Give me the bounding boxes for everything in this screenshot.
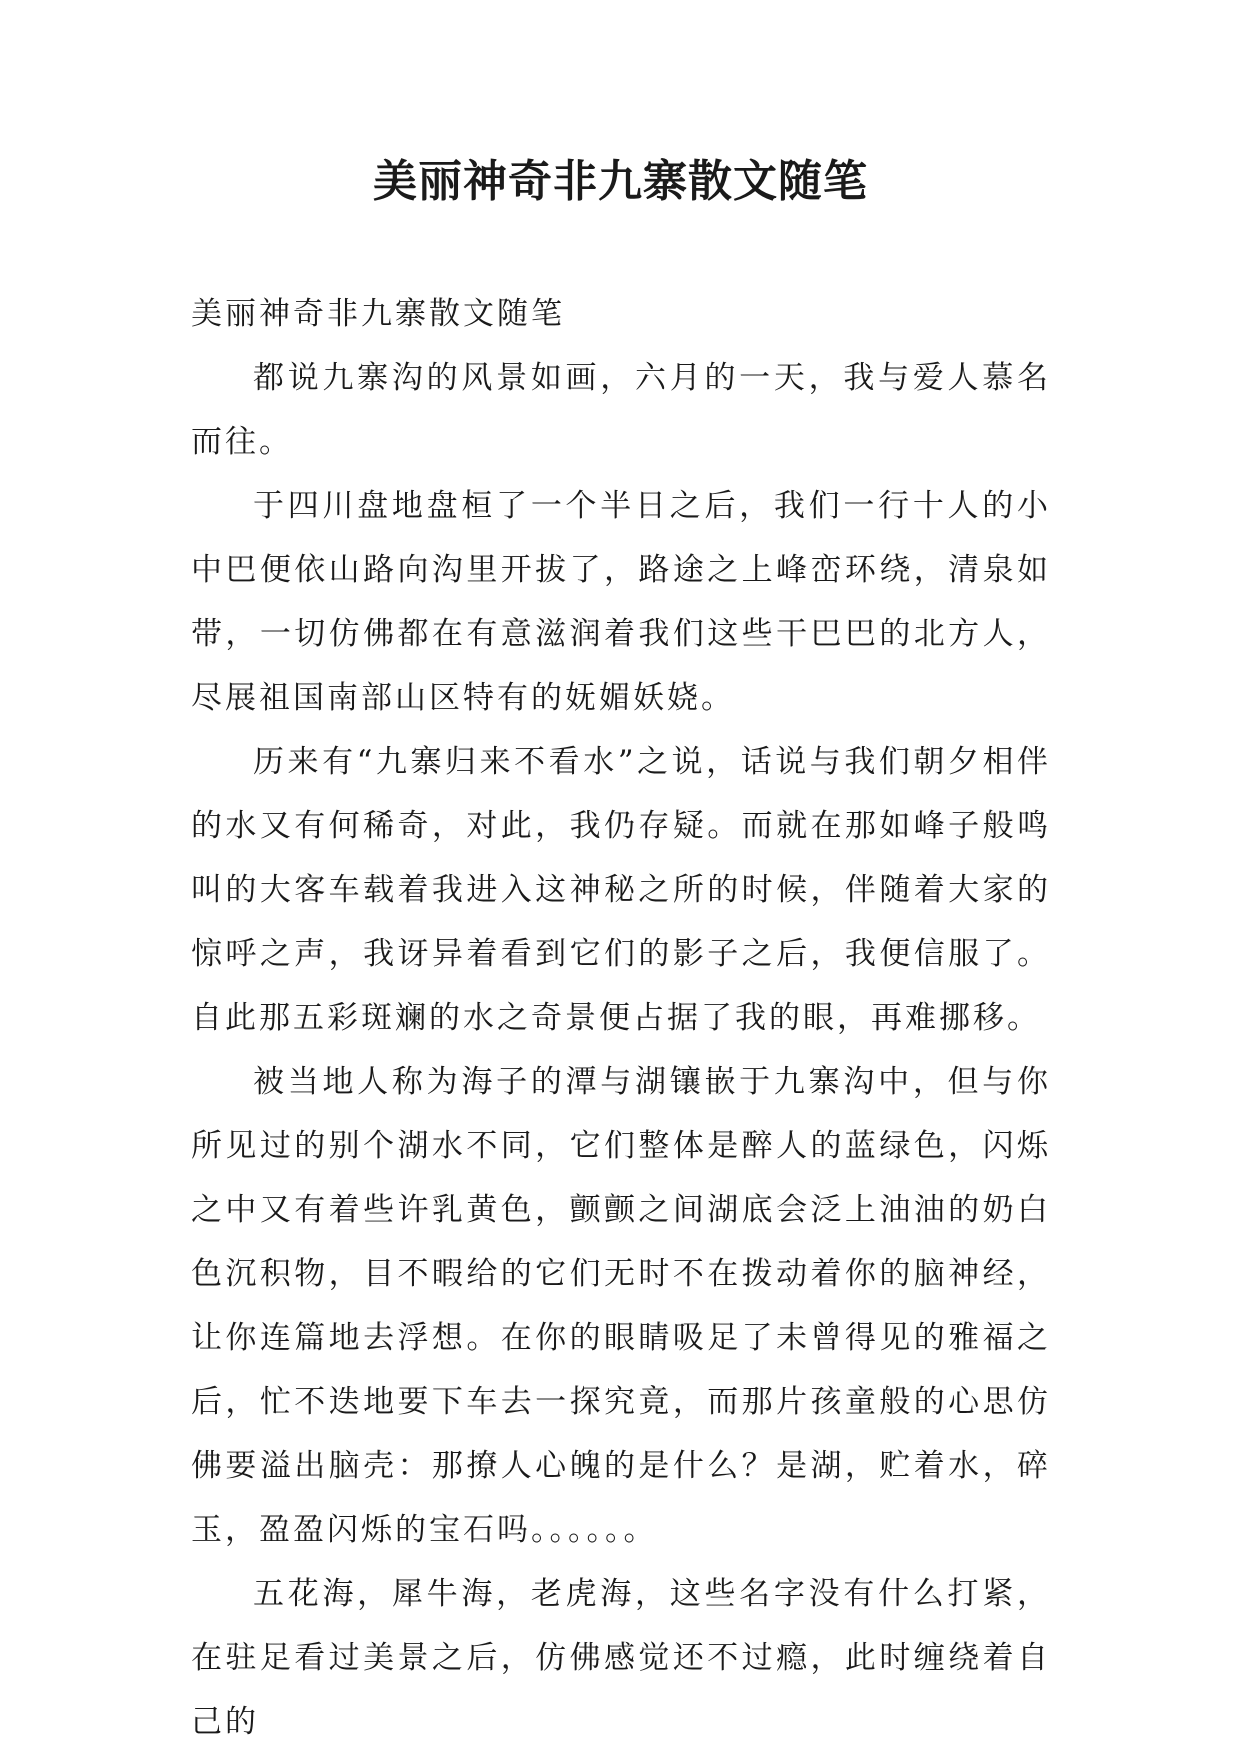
paragraph: 五花海，犀牛海，老虎海，这些名字没有什么打紧，在驻足看过美景之后，仿佛感觉还不过瘾，此时缠绕着自己的 bbox=[191, 1576, 1051, 1740]
document-body bbox=[191, 282, 1051, 1754]
paragraph: 被当地人称为海子的潭与湖镶嵌于九寨沟中，但与你所见过的别个湖水不同，它们整体是醉人的蓝绿色，闪烁之中又有着些许乳黄色，颤颤之间湖底会泛上油油的奶白色沉积物，目不暇给的它们无时不在拨动着你的脑神经，让你连篇地去浮想。在你的眼睛吸足了未曾得见的雅福之后，忙不迭地要下车去一探究竟，而那片孩童般的心思仿佛要溢出脑壳：那撩人心魄的是什么？是湖，贮着水，碎玉，盈盈闪烁的宝石吗。。。。。。 bbox=[191, 1064, 1051, 1548]
document-subtitle: 美丽神奇非九寨散文随笔 bbox=[191, 296, 565, 332]
paragraph: 于四川盘地盘桓了一个半日之后，我们一行十人的小中巴便依山路向沟里开拔了，路途之上峰峦环绕，清泉如带，一切仿佛都在有意滋润着我们这些干巴巴的北方人，尽展祖国南部山区特有的妩媚妖娆。 bbox=[191, 488, 1051, 716]
paragraph: 都说九寨沟的风景如画，六月的一天，我与爱人慕名而往。 bbox=[191, 360, 1051, 460]
paragraph: 历来有“九寨归来不看水”之说，话说与我们朝夕相伴的水又有何稀奇，对此，我仍存疑。而就在那如峰子般鸣叫的大客车载着我进入这神秘之所的时候，伴随着大家的惊呼之声，我讶异着看到它们的影子之后，我便信服了。自此那五彩斑斓的水之奇景便占据了我的眼，再难挪移。 bbox=[191, 744, 1051, 1036]
document-title: 美丽神奇非九寨散文随笔 bbox=[373, 156, 868, 207]
